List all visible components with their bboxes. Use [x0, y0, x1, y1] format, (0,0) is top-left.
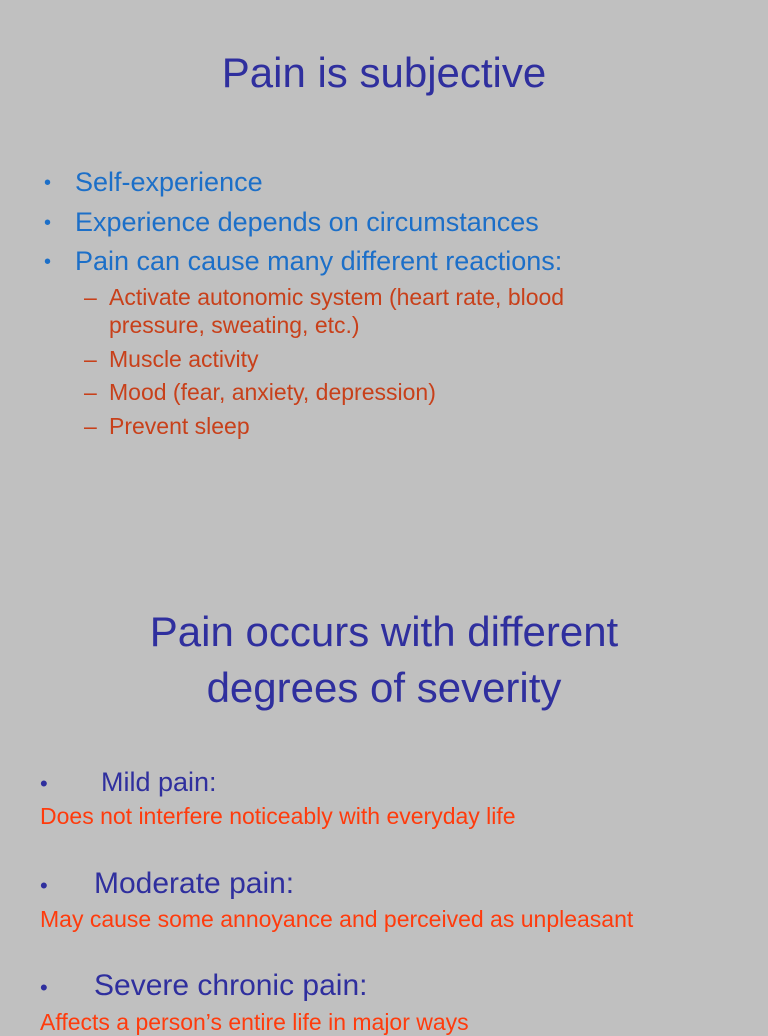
bullet-item: [44, 167, 263, 198]
bullet-marker: •: [40, 771, 48, 796]
sub-bullet-item: [84, 345, 644, 373]
severity-heading: [40, 867, 294, 903]
severity-description: Does not interfere noticeably with everyday life: [40, 803, 516, 829]
sub-bullet-text: Prevent sleep: [109, 413, 250, 439]
severity-heading: [40, 969, 368, 1005]
sub-bullet-text: Activate autonomic system (heart rate, blood pressure, sweating, etc.): [109, 284, 565, 338]
slide-pain-severity: [0, 560, 768, 1035]
bullet-item: [44, 246, 562, 277]
bullet-text: Self-experience: [75, 167, 263, 197]
severity-description: May cause some annoyance and perceived as unpleasant: [40, 906, 634, 932]
bullet-marker: •: [44, 172, 52, 194]
bullet-text: Experience depends on circumstances: [75, 207, 539, 237]
slide-title: Pain occurs with different degrees of severity: [149, 608, 619, 711]
slide-pain-subjective: [0, 0, 768, 512]
sub-bullet-text: Muscle activity: [109, 346, 259, 372]
bullet-item: [44, 207, 539, 238]
severity-label: Mild pain:: [101, 767, 217, 797]
sub-bullet-marker: –: [84, 346, 97, 372]
sub-bullet-text: Mood (fear, anxiety, depression): [109, 379, 436, 405]
sub-bullet-marker: –: [84, 413, 97, 439]
severity-label: Moderate pain:: [94, 867, 295, 900]
sub-bullet-marker: –: [84, 379, 97, 405]
sub-bullet-marker: –: [84, 284, 97, 310]
bullet-marker: •: [44, 251, 52, 273]
severity-heading: [40, 767, 217, 799]
severity-description: Affects a person’s entire life in major ways: [40, 1009, 469, 1035]
bullet-text: Pain can cause many different reactions:: [75, 246, 563, 276]
bullet-marker: •: [40, 873, 48, 898]
slide-title: Pain is subjective: [221, 49, 547, 96]
sub-bullet-item: [84, 412, 644, 440]
severity-label: Severe chronic pain:: [94, 969, 368, 1002]
bullet-marker: •: [40, 975, 48, 1000]
bullet-marker: •: [44, 212, 52, 234]
sub-bullet-item: [84, 378, 644, 406]
sub-bullet-item: [84, 283, 644, 339]
